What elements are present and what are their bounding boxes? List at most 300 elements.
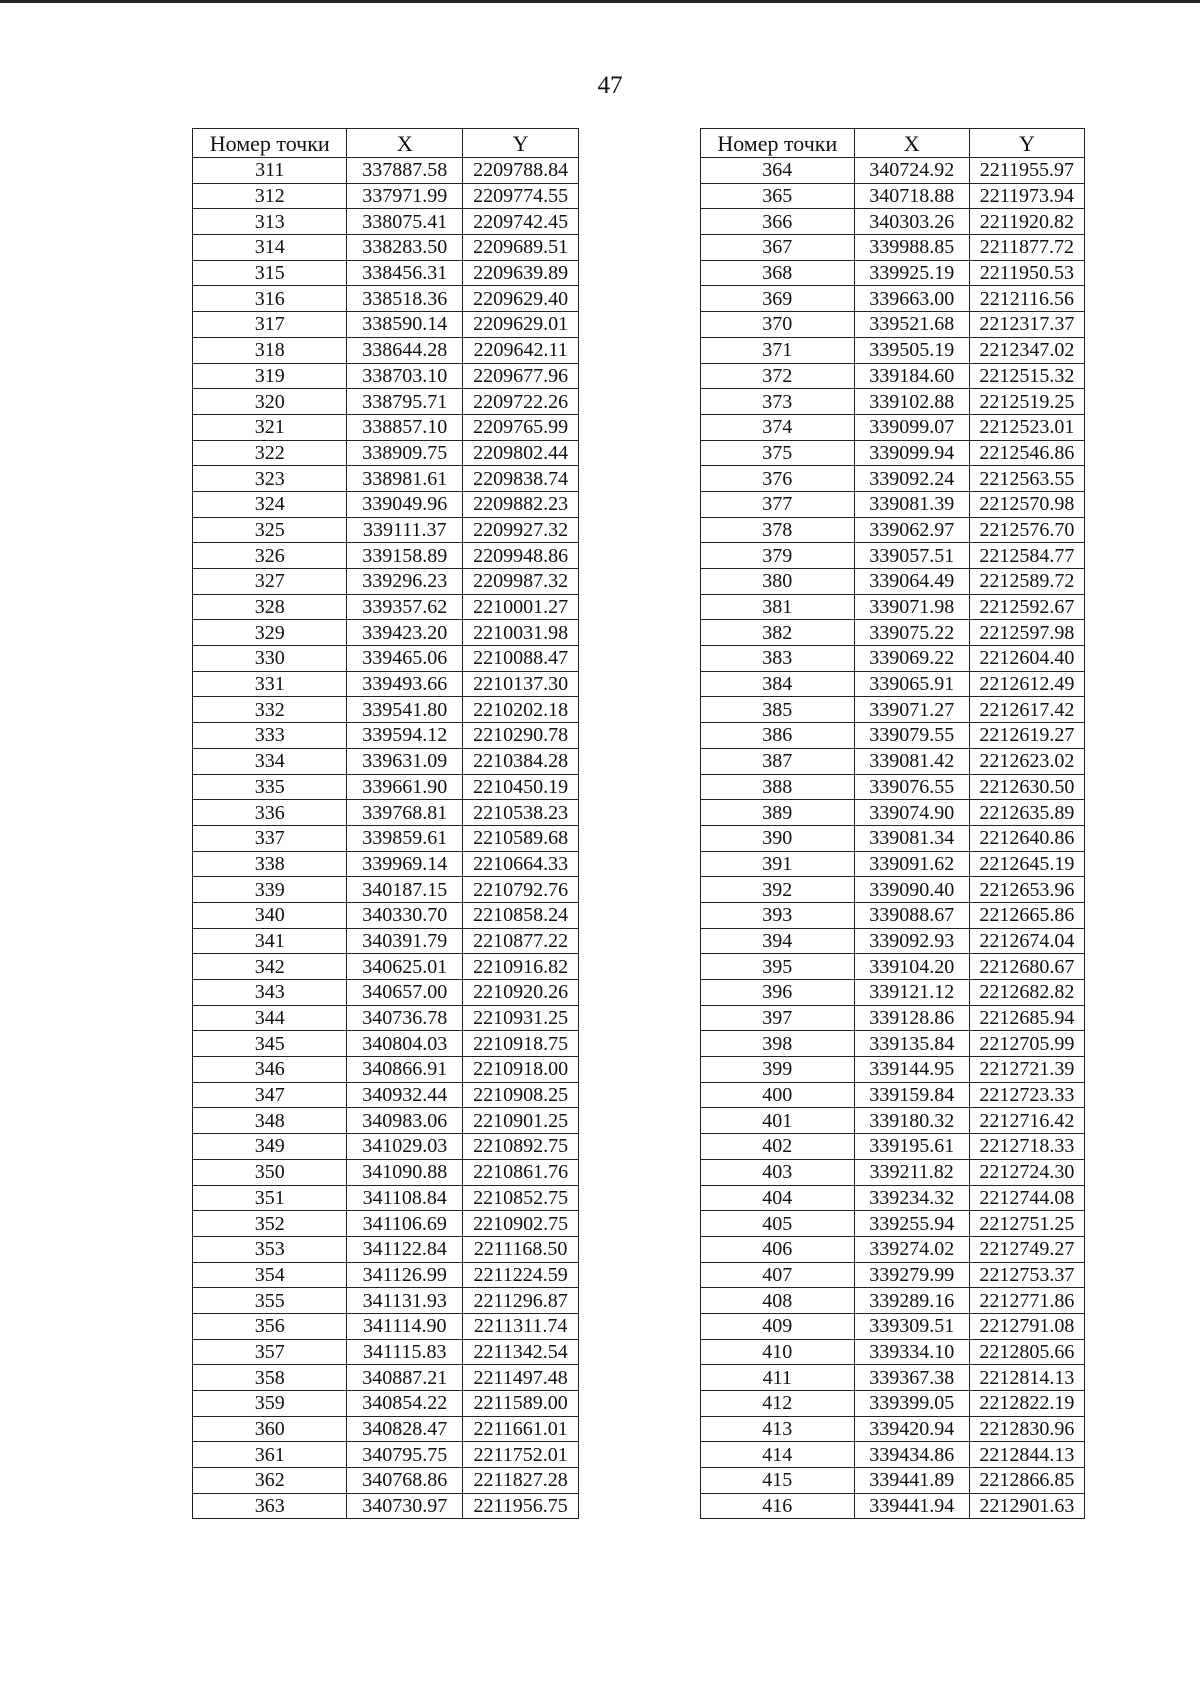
table-row <box>193 594 579 620</box>
cell-point-number: 414 <box>701 1442 855 1468</box>
table-row <box>701 1262 1085 1288</box>
table-row <box>701 209 1085 235</box>
cell-point-number: 318 <box>193 337 347 363</box>
cell-point-number: 396 <box>701 980 855 1006</box>
cell-point-number: 398 <box>701 1031 855 1057</box>
cell-y: 2210858.24 <box>463 902 579 928</box>
cell-y: 2212744.08 <box>969 1185 1084 1211</box>
page-number: 47 <box>597 72 623 99</box>
cell-point-number: 377 <box>701 491 855 517</box>
cell-point-number: 351 <box>193 1185 347 1211</box>
cell-y: 2209765.99 <box>463 414 579 440</box>
cell-y: 2211497.48 <box>463 1365 579 1391</box>
table-row <box>193 158 579 184</box>
cell-y: 2212685.94 <box>969 1005 1084 1031</box>
cell-x: 341106.69 <box>347 1211 463 1237</box>
cell-x: 339092.24 <box>854 466 969 492</box>
cell-point-number: 394 <box>701 928 855 954</box>
cell-x: 339121.12 <box>854 980 969 1006</box>
table-row <box>701 1057 1085 1083</box>
cell-x: 339255.94 <box>854 1211 969 1237</box>
table-row <box>193 697 579 723</box>
table-row <box>701 825 1085 851</box>
table-row <box>193 1031 579 1057</box>
cell-y: 2212317.37 <box>969 312 1084 338</box>
cell-y: 2212546.86 <box>969 440 1084 466</box>
column-header-x: X <box>347 129 463 158</box>
cell-point-number: 407 <box>701 1262 855 1288</box>
cell-x: 339279.99 <box>854 1262 969 1288</box>
cell-x: 340657.00 <box>347 980 463 1006</box>
table-row <box>701 594 1085 620</box>
cell-y: 2212716.42 <box>969 1108 1084 1134</box>
cell-point-number: 405 <box>701 1211 855 1237</box>
table-row <box>701 1339 1085 1365</box>
cell-y: 2212640.86 <box>969 825 1084 851</box>
table-row <box>193 414 579 440</box>
cell-x: 338456.31 <box>347 260 463 286</box>
cell-y: 2212682.82 <box>969 980 1084 1006</box>
table-row <box>701 800 1085 826</box>
cell-x: 339102.88 <box>854 389 969 415</box>
cell-point-number: 404 <box>701 1185 855 1211</box>
cell-x: 339859.61 <box>347 825 463 851</box>
cell-y: 2209722.26 <box>463 389 579 415</box>
cell-y: 2212751.25 <box>969 1211 1084 1237</box>
table-row <box>193 1159 579 1185</box>
cell-point-number: 391 <box>701 851 855 877</box>
table-row <box>193 260 579 286</box>
cell-point-number: 382 <box>701 620 855 646</box>
cell-y: 2210852.75 <box>463 1185 579 1211</box>
table-row <box>701 774 1085 800</box>
table-header-row <box>701 129 1085 158</box>
cell-x: 339521.68 <box>854 312 969 338</box>
cell-point-number: 369 <box>701 286 855 312</box>
cell-x: 339049.96 <box>347 491 463 517</box>
cell-y: 2209742.45 <box>463 209 579 235</box>
table-row <box>701 1134 1085 1160</box>
cell-x: 340932.44 <box>347 1082 463 1108</box>
cell-point-number: 380 <box>701 569 855 595</box>
cell-point-number: 329 <box>193 620 347 646</box>
cell-point-number: 384 <box>701 671 855 697</box>
cell-point-number: 411 <box>701 1365 855 1391</box>
cell-x: 339274.02 <box>854 1236 969 1262</box>
table-row <box>193 1185 579 1211</box>
table-row <box>701 158 1085 184</box>
cell-y: 2210918.00 <box>463 1057 579 1083</box>
cell-point-number: 336 <box>193 800 347 826</box>
cell-x: 337887.58 <box>347 158 463 184</box>
cell-x: 339104.20 <box>854 954 969 980</box>
cell-x: 339296.23 <box>347 569 463 595</box>
cell-y: 2211920.82 <box>969 209 1084 235</box>
cell-x: 339505.19 <box>854 337 969 363</box>
cell-point-number: 315 <box>193 260 347 286</box>
table-row <box>193 774 579 800</box>
cell-x: 339195.61 <box>854 1134 969 1160</box>
cell-point-number: 409 <box>701 1313 855 1339</box>
cell-y: 2212597.98 <box>969 620 1084 646</box>
table-row <box>701 851 1085 877</box>
cell-y: 2212844.13 <box>969 1442 1084 1468</box>
table-row <box>701 517 1085 543</box>
cell-y: 2212604.40 <box>969 646 1084 672</box>
cell-y: 2212723.33 <box>969 1082 1084 1108</box>
cell-y: 2209838.74 <box>463 466 579 492</box>
cell-point-number: 357 <box>193 1339 347 1365</box>
cell-point-number: 344 <box>193 1005 347 1031</box>
cell-y: 2212822.19 <box>969 1391 1084 1417</box>
table-row <box>701 1082 1085 1108</box>
cell-x: 339057.51 <box>854 543 969 569</box>
cell-x: 339071.98 <box>854 594 969 620</box>
cell-x: 339144.95 <box>854 1057 969 1083</box>
table-row <box>701 414 1085 440</box>
cell-x: 341108.84 <box>347 1185 463 1211</box>
table-row <box>193 825 579 851</box>
cell-y: 2210931.25 <box>463 1005 579 1031</box>
cell-y: 2212645.19 <box>969 851 1084 877</box>
cell-point-number: 349 <box>193 1134 347 1160</box>
table-row <box>193 1468 579 1494</box>
cell-point-number: 406 <box>701 1236 855 1262</box>
cell-y: 2210031.98 <box>463 620 579 646</box>
cell-y: 2211168.50 <box>463 1236 579 1262</box>
table-row <box>701 569 1085 595</box>
cell-x: 341115.83 <box>347 1339 463 1365</box>
cell-x: 339092.93 <box>854 928 969 954</box>
cell-y: 2212563.55 <box>969 466 1084 492</box>
cell-x: 339211.82 <box>854 1159 969 1185</box>
cell-x: 341090.88 <box>347 1159 463 1185</box>
cell-y: 2210918.75 <box>463 1031 579 1057</box>
cell-x: 339074.90 <box>854 800 969 826</box>
cell-point-number: 389 <box>701 800 855 826</box>
cell-y: 2212653.96 <box>969 877 1084 903</box>
cell-point-number: 332 <box>193 697 347 723</box>
cell-y: 2210384.28 <box>463 748 579 774</box>
cell-point-number: 385 <box>701 697 855 723</box>
table-row <box>701 286 1085 312</box>
cell-y: 2211752.01 <box>463 1442 579 1468</box>
cell-point-number: 367 <box>701 235 855 261</box>
cell-x: 338857.10 <box>347 414 463 440</box>
table-row <box>701 646 1085 672</box>
cell-x: 340866.91 <box>347 1057 463 1083</box>
cell-point-number: 416 <box>701 1493 855 1519</box>
cell-y: 2210589.68 <box>463 825 579 851</box>
cell-x: 340330.70 <box>347 902 463 928</box>
table-row <box>701 389 1085 415</box>
cell-y: 2211296.87 <box>463 1288 579 1314</box>
cell-point-number: 388 <box>701 774 855 800</box>
table-row <box>701 1493 1085 1519</box>
cell-point-number: 358 <box>193 1365 347 1391</box>
cell-x: 339111.37 <box>347 517 463 543</box>
table-row <box>193 748 579 774</box>
table-row <box>701 1416 1085 1442</box>
cell-point-number: 312 <box>193 183 347 209</box>
cell-x: 338590.14 <box>347 312 463 338</box>
cell-y: 2210901.25 <box>463 1108 579 1134</box>
cell-y: 2209882.23 <box>463 491 579 517</box>
table-row <box>701 363 1085 389</box>
cell-y: 2209689.51 <box>463 235 579 261</box>
cell-x: 339079.55 <box>854 723 969 749</box>
table-row <box>193 1442 579 1468</box>
cell-y: 2212866.85 <box>969 1468 1084 1494</box>
cell-x: 339069.22 <box>854 646 969 672</box>
cell-x: 339969.14 <box>347 851 463 877</box>
cell-x: 340983.06 <box>347 1108 463 1134</box>
cell-x: 339076.55 <box>854 774 969 800</box>
cell-x: 340625.01 <box>347 954 463 980</box>
table-row <box>193 1313 579 1339</box>
cell-point-number: 402 <box>701 1134 855 1160</box>
cell-x: 339309.51 <box>854 1313 969 1339</box>
cell-y: 2209639.89 <box>463 260 579 286</box>
cell-x: 340736.78 <box>347 1005 463 1031</box>
table-row <box>701 1468 1085 1494</box>
cell-x: 338909.75 <box>347 440 463 466</box>
cell-point-number: 330 <box>193 646 347 672</box>
cell-point-number: 399 <box>701 1057 855 1083</box>
cell-y: 2210450.19 <box>463 774 579 800</box>
cell-y: 2210908.25 <box>463 1082 579 1108</box>
cell-x: 339661.90 <box>347 774 463 800</box>
cell-y: 2209948.86 <box>463 543 579 569</box>
cell-x: 340730.97 <box>347 1493 463 1519</box>
table-row <box>701 312 1085 338</box>
cell-point-number: 393 <box>701 902 855 928</box>
cell-y: 2211589.00 <box>463 1391 579 1417</box>
column-header-x: X <box>854 129 969 158</box>
cell-y: 2212592.67 <box>969 594 1084 620</box>
cell-x: 339988.85 <box>854 235 969 261</box>
cell-y: 2210920.26 <box>463 980 579 1006</box>
cell-point-number: 379 <box>701 543 855 569</box>
cell-y: 2212753.37 <box>969 1262 1084 1288</box>
cell-y: 2210861.76 <box>463 1159 579 1185</box>
cell-y: 2212519.25 <box>969 389 1084 415</box>
cell-point-number: 354 <box>193 1262 347 1288</box>
cell-x: 339441.89 <box>854 1468 969 1494</box>
cell-x: 339064.49 <box>854 569 969 595</box>
cell-y: 2212791.08 <box>969 1313 1084 1339</box>
coordinates-table-left <box>192 128 579 1519</box>
cell-point-number: 365 <box>701 183 855 209</box>
cell-point-number: 363 <box>193 1493 347 1519</box>
cell-x: 337971.99 <box>347 183 463 209</box>
cell-point-number: 408 <box>701 1288 855 1314</box>
cell-point-number: 353 <box>193 1236 347 1262</box>
cell-x: 339493.66 <box>347 671 463 697</box>
cell-x: 339075.22 <box>854 620 969 646</box>
cell-point-number: 348 <box>193 1108 347 1134</box>
cell-point-number: 322 <box>193 440 347 466</box>
cell-x: 339420.94 <box>854 1416 969 1442</box>
cell-x: 339289.16 <box>854 1288 969 1314</box>
cell-x: 341122.84 <box>347 1236 463 1262</box>
cell-x: 341131.93 <box>347 1288 463 1314</box>
cell-y: 2210538.23 <box>463 800 579 826</box>
cell-y: 2209642.11 <box>463 337 579 363</box>
cell-x: 339159.84 <box>854 1082 969 1108</box>
table-row <box>701 466 1085 492</box>
cell-y: 2211827.28 <box>463 1468 579 1494</box>
cell-y: 2211973.94 <box>969 183 1084 209</box>
cell-point-number: 359 <box>193 1391 347 1417</box>
table-row <box>193 620 579 646</box>
cell-y: 2211956.75 <box>463 1493 579 1519</box>
cell-point-number: 366 <box>701 209 855 235</box>
cell-y: 2212814.13 <box>969 1365 1084 1391</box>
table-row <box>701 1236 1085 1262</box>
cell-y: 2209802.44 <box>463 440 579 466</box>
table-row <box>193 671 579 697</box>
cell-x: 339367.38 <box>854 1365 969 1391</box>
table-row <box>193 569 579 595</box>
cell-x: 339357.62 <box>347 594 463 620</box>
table-row <box>193 902 579 928</box>
cell-x: 339594.12 <box>347 723 463 749</box>
cell-y: 2212724.30 <box>969 1159 1084 1185</box>
cell-y: 2212347.02 <box>969 337 1084 363</box>
cell-point-number: 335 <box>193 774 347 800</box>
cell-y: 2212589.72 <box>969 569 1084 595</box>
cell-x: 339925.19 <box>854 260 969 286</box>
cell-y: 2210137.30 <box>463 671 579 697</box>
table-row <box>701 1185 1085 1211</box>
table-row <box>701 491 1085 517</box>
table-row <box>701 877 1085 903</box>
cell-y: 2211877.72 <box>969 235 1084 261</box>
table-row <box>193 1365 579 1391</box>
table-row <box>701 337 1085 363</box>
cell-point-number: 333 <box>193 723 347 749</box>
cell-point-number: 342 <box>193 954 347 980</box>
cell-x: 339091.62 <box>854 851 969 877</box>
table-row <box>193 363 579 389</box>
table-row <box>193 337 579 363</box>
cell-x: 338703.10 <box>347 363 463 389</box>
table-row <box>193 312 579 338</box>
cell-y: 2212612.49 <box>969 671 1084 697</box>
table-row <box>701 1442 1085 1468</box>
cell-point-number: 401 <box>701 1108 855 1134</box>
cell-y: 2212617.42 <box>969 697 1084 723</box>
table-row <box>701 1108 1085 1134</box>
cell-point-number: 326 <box>193 543 347 569</box>
cell-y: 2212749.27 <box>969 1236 1084 1262</box>
cell-x: 339434.86 <box>854 1442 969 1468</box>
table-row <box>701 928 1085 954</box>
column-header-point-number: Номер точки <box>193 129 347 158</box>
cell-point-number: 327 <box>193 569 347 595</box>
cell-y: 2211342.54 <box>463 1339 579 1365</box>
table-row <box>701 1211 1085 1237</box>
cell-y: 2210664.33 <box>463 851 579 877</box>
cell-x: 339081.34 <box>854 825 969 851</box>
table-row <box>701 235 1085 261</box>
cell-x: 339090.40 <box>854 877 969 903</box>
table-row <box>701 723 1085 749</box>
cell-point-number: 390 <box>701 825 855 851</box>
coordinates-table-right <box>700 128 1085 1519</box>
cell-point-number: 373 <box>701 389 855 415</box>
cell-point-number: 368 <box>701 260 855 286</box>
table-row <box>701 1031 1085 1057</box>
table-row <box>193 1057 579 1083</box>
cell-x: 340854.22 <box>347 1391 463 1417</box>
table-row <box>193 1416 579 1442</box>
cell-x: 340724.92 <box>854 158 969 184</box>
table-header-row <box>193 129 579 158</box>
column-header-y: Y <box>463 129 579 158</box>
cell-point-number: 341 <box>193 928 347 954</box>
cell-point-number: 346 <box>193 1057 347 1083</box>
cell-y: 2209987.32 <box>463 569 579 595</box>
cell-point-number: 337 <box>193 825 347 851</box>
cell-point-number: 324 <box>193 491 347 517</box>
cell-point-number: 343 <box>193 980 347 1006</box>
cell-point-number: 375 <box>701 440 855 466</box>
cell-point-number: 338 <box>193 851 347 877</box>
cell-point-number: 361 <box>193 1442 347 1468</box>
table-row <box>701 697 1085 723</box>
cell-y: 2211955.97 <box>969 158 1084 184</box>
table-row <box>193 980 579 1006</box>
cell-y: 2210001.27 <box>463 594 579 620</box>
cell-point-number: 370 <box>701 312 855 338</box>
cell-y: 2210892.75 <box>463 1134 579 1160</box>
cell-y: 2212619.27 <box>969 723 1084 749</box>
table-row <box>193 1108 579 1134</box>
cell-y: 2212771.86 <box>969 1288 1084 1314</box>
cell-x: 339423.20 <box>347 620 463 646</box>
cell-point-number: 397 <box>701 1005 855 1031</box>
cell-point-number: 415 <box>701 1468 855 1494</box>
cell-point-number: 376 <box>701 466 855 492</box>
cell-x: 338283.50 <box>347 235 463 261</box>
cell-x: 339399.05 <box>854 1391 969 1417</box>
cell-y: 2212515.32 <box>969 363 1084 389</box>
cell-y: 2211224.59 <box>463 1262 579 1288</box>
table-row <box>701 980 1085 1006</box>
cell-point-number: 350 <box>193 1159 347 1185</box>
cell-point-number: 313 <box>193 209 347 235</box>
cell-x: 339128.86 <box>854 1005 969 1031</box>
cell-y: 2212630.50 <box>969 774 1084 800</box>
cell-x: 339088.67 <box>854 902 969 928</box>
cell-point-number: 320 <box>193 389 347 415</box>
cell-point-number: 352 <box>193 1211 347 1237</box>
cell-y: 2212623.02 <box>969 748 1084 774</box>
table-row <box>193 209 579 235</box>
table-row <box>701 1005 1085 1031</box>
cell-point-number: 347 <box>193 1082 347 1108</box>
cell-x: 338795.71 <box>347 389 463 415</box>
table-row <box>701 1365 1085 1391</box>
table-row <box>193 286 579 312</box>
cell-y: 2210792.76 <box>463 877 579 903</box>
cell-point-number: 410 <box>701 1339 855 1365</box>
page-top-border <box>0 0 1200 3</box>
table-row <box>193 1262 579 1288</box>
cell-y: 2209629.01 <box>463 312 579 338</box>
